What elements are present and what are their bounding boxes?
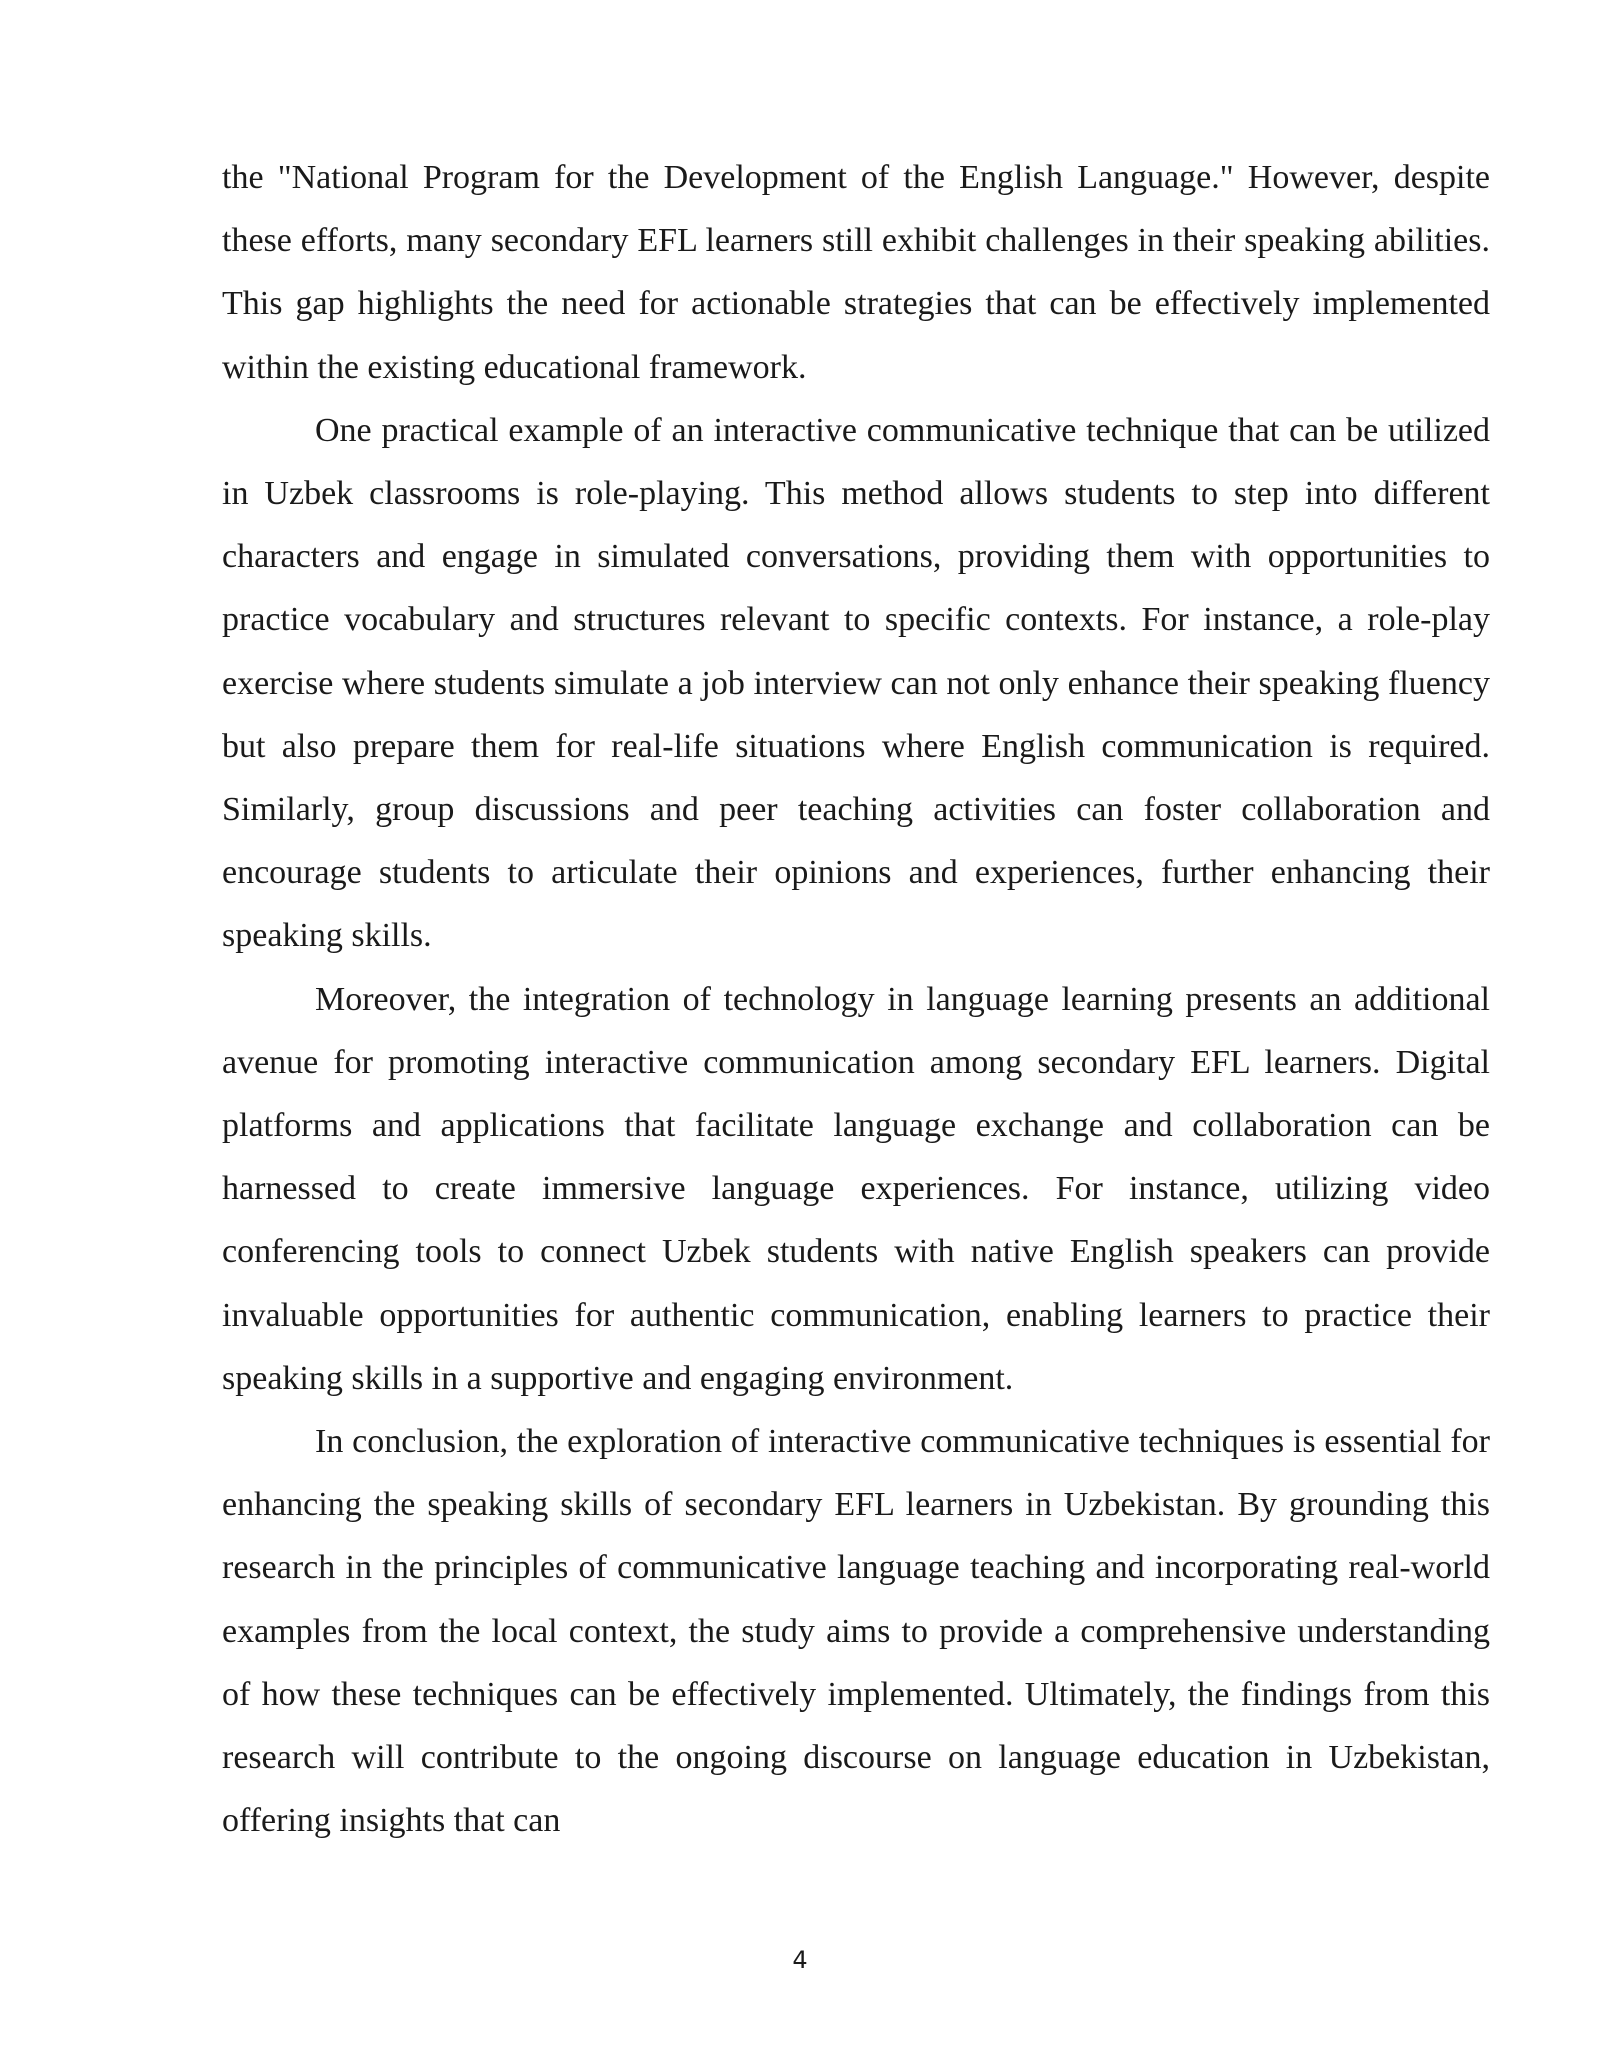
paragraph-technology: Moreover, the integration of technology in language learning presents an additional avenue for promoting interactive communication among secondary EFL learners. Digital platforms and applications that facilitate language exchange and collaboration can be harnessed to create immersive language experiences. For instance, utilizing video conferencing tools to connect Uzbek students with native English speakers can provide invaluable opportunities for authentic communication, enabling learners to practice their speaking skills in a supportive and engaging environment.: [222, 980, 1490, 1397]
paragraph-role-playing: One practical example of an interactive communicative technique that can be utilized in Uzbek classrooms is role-playing. This method allows students to step into different characters and engage in simulated conversations, providing them with opportunities to practice vocabulary and structures relevant to specific contexts. For instance, a role-play exercise where students simulate a job interview can not only enhance their speaking fluency but also prepare them for real-life situations where English communication is required. Similarly, group discussions and peer teaching activities can foster collaboration and encourage students to articulate their opinions and experiences, further enhancing their speaking skills.: [222, 411, 1490, 955]
paragraph-conclusion: In conclusion, the exploration of interactive communicative techniques is essential for enhancing the speaking skills of secondary EFL learners in Uzbekistan. By grounding this research in the principles of communicative language teaching and incorporating real-world examples from the local context, the study aims to provide a comprehensive understanding of how these techniques can be effectively implemented. Ultimately, the findings from this research will contribute to the ongoing discourse on language education in Uzbekistan, offering insights that can: [222, 1423, 1490, 1840]
body-text: [222, 146, 1490, 1852]
paragraph-program-context: the "National Program for the Development of the English Language." However, despite these efforts, many secondary EFL learners still exhibit challenges in their speaking abilities. This gap highlights the need for actionable strategies that can be effectively implemented within the existing educational framework.: [222, 159, 1490, 386]
page-number: 4: [792, 1946, 808, 1974]
